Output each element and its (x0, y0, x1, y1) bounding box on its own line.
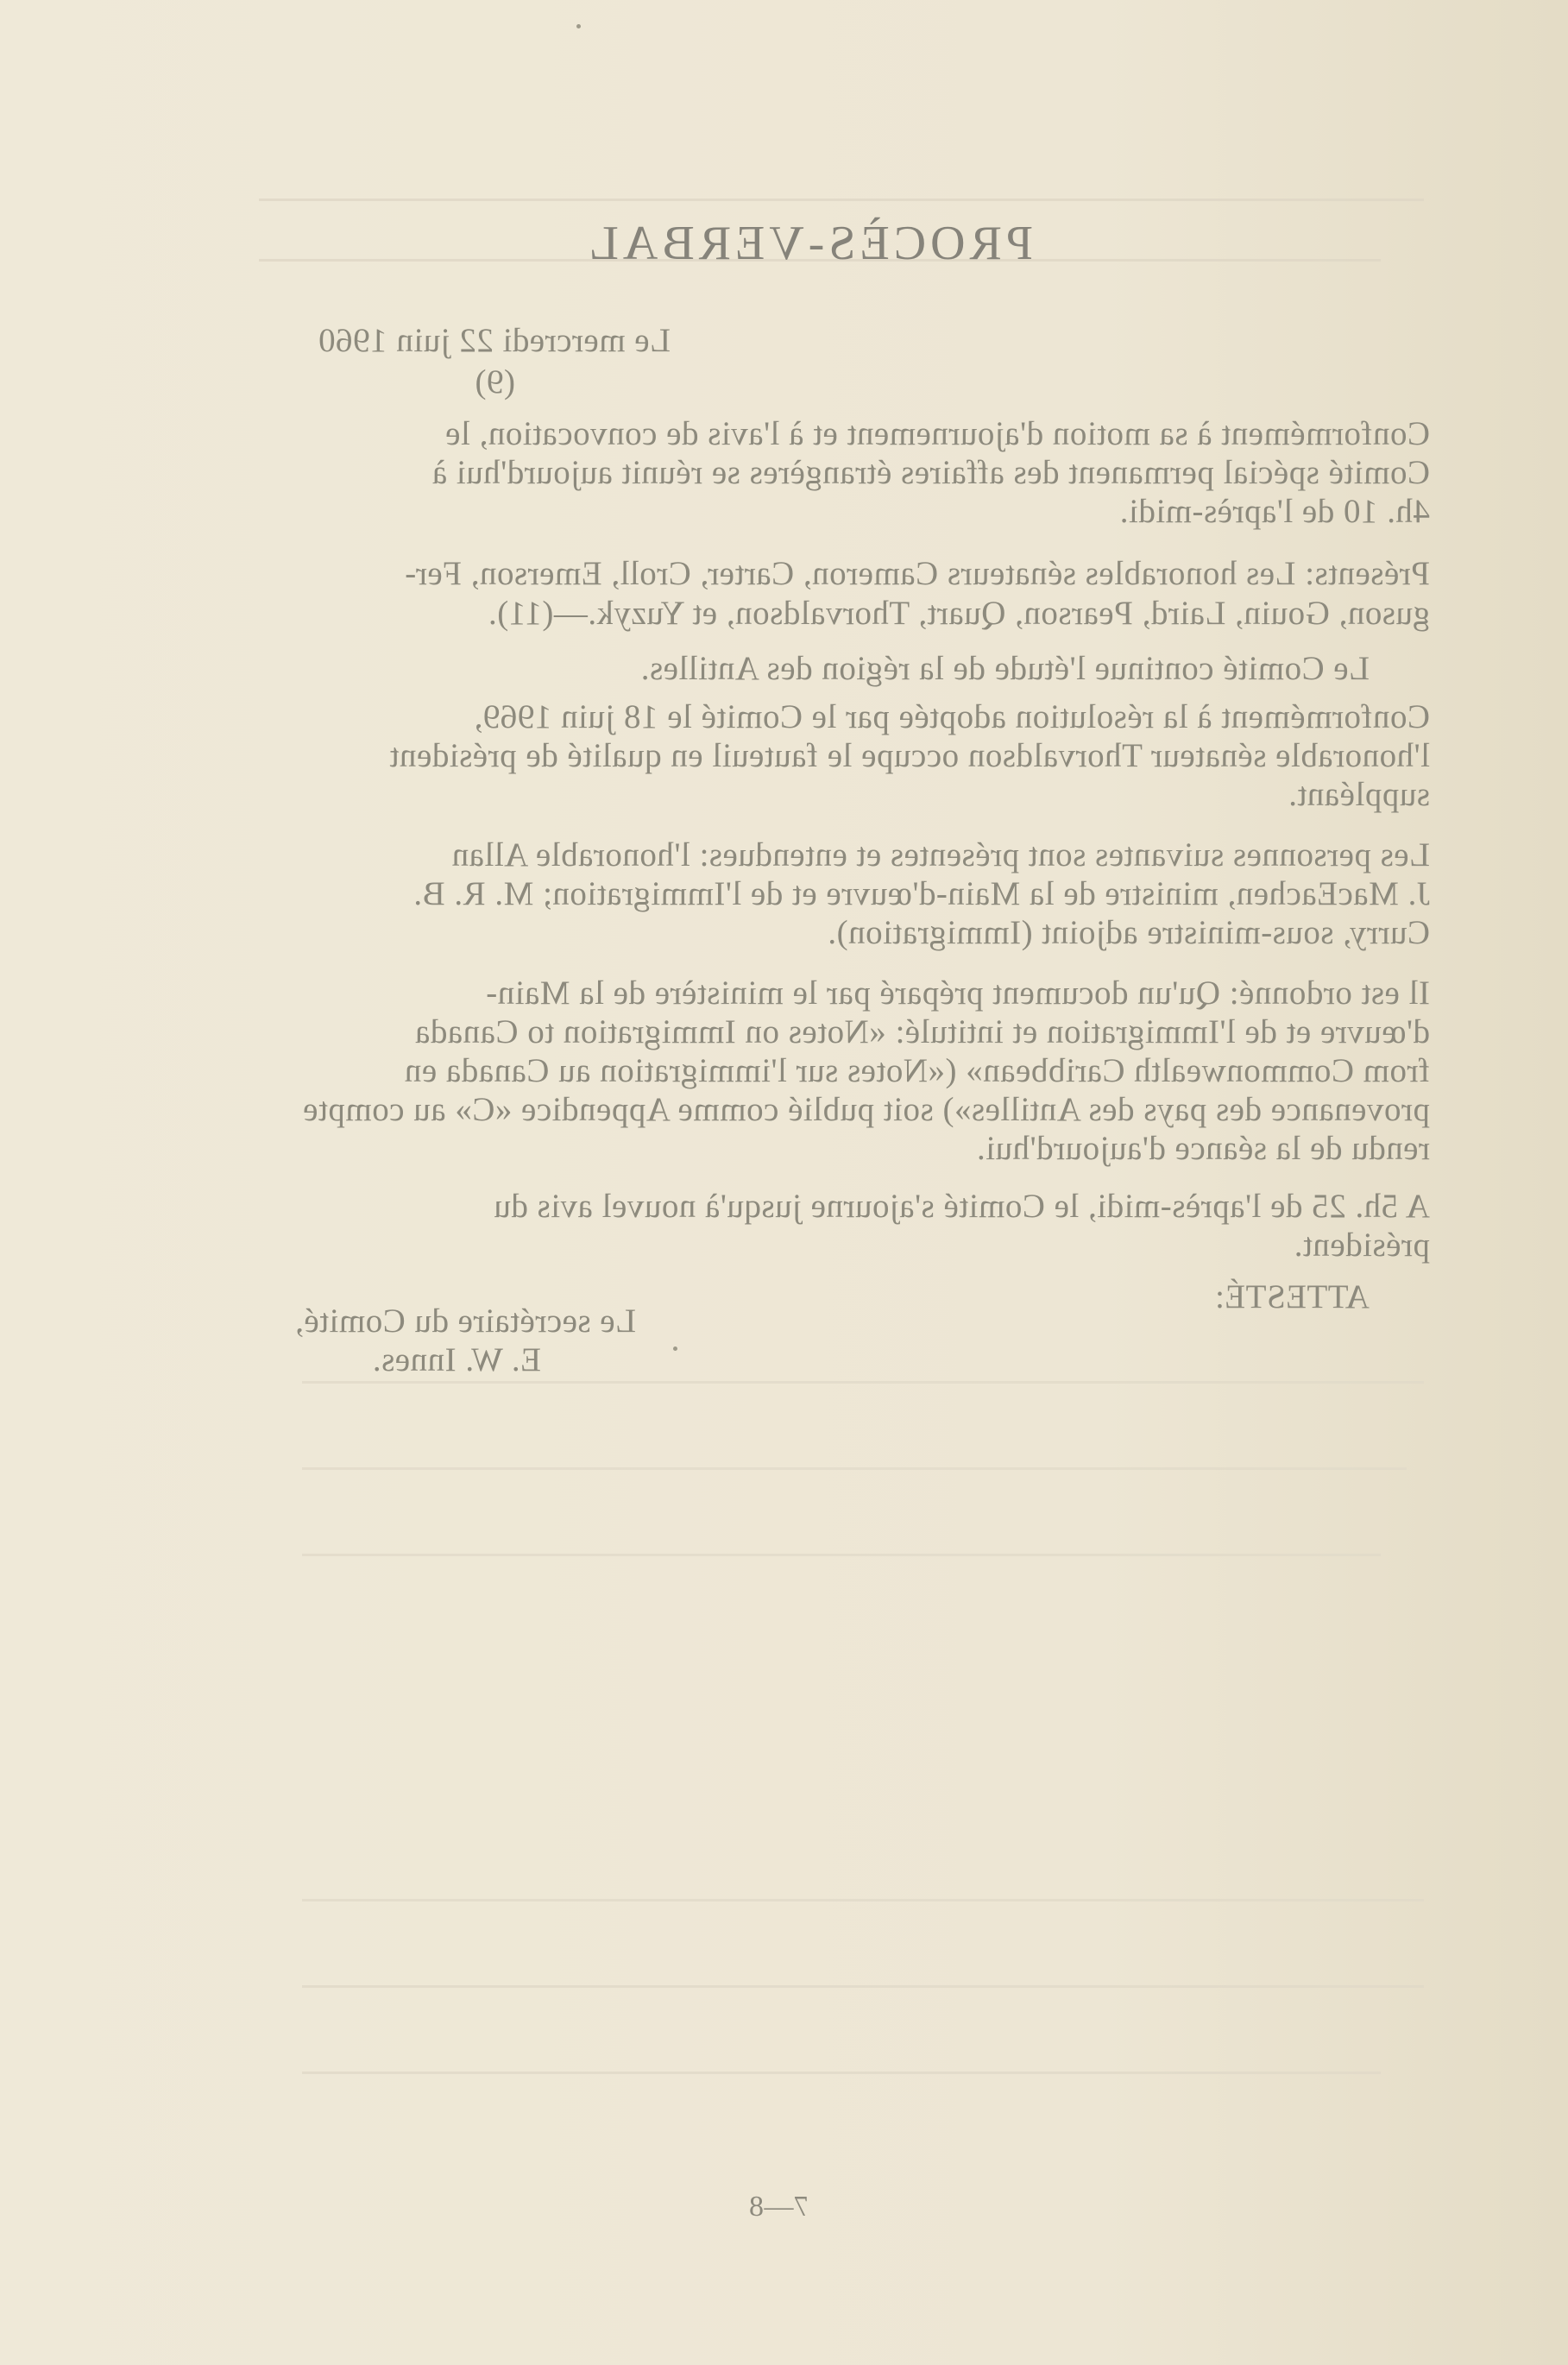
paragraph-line: Il est ordonné: Qu'un document préparé par le ministère de la Main- (485, 974, 1430, 1012)
paragraph-line: from Commonwealth Caribbean» («Notes sur l'immigration au Canada en (404, 1052, 1430, 1089)
paragraph-line: d'œuvre et de l'Immigration et intitulé: «Notes on Immigration to Canada (414, 1013, 1430, 1050)
paragraph-line: Conformément à sa motion d'ajournement et à l'avis de convocation, le (444, 415, 1430, 452)
paragraph-line: l'honorable sénateur Thorvaldson occupe le fauteuil en qualité de président (389, 737, 1430, 774)
document-title: PROCÈS-VERBAL (584, 217, 1033, 270)
paragraph-line: guson, Gouin, Laird, Pearson, Quart, Thorvaldson, et Yuzyk.—(11). (488, 595, 1430, 632)
meeting-number: (9) (475, 363, 515, 400)
page-number: 7—8 (748, 2191, 809, 2223)
paragraph-line: Les personnes suivantes sont présentes et entendues: l'honorable Allan (451, 836, 1430, 873)
paragraph-line: Le Comité continue l'étude de la région des Antilles. (640, 650, 1370, 687)
paragraph-line: président. (1294, 1227, 1430, 1264)
signature-name: E. W. Innes. (372, 1341, 541, 1378)
paragraph-line: Conformément à la résolution adoptée par le Comité le 18 juin 1969, (474, 698, 1430, 735)
paragraph-line: A 5h. 25 de l'après-midi, le Comité s'ajourne jusqu'à nouvel avis du (493, 1188, 1430, 1225)
attestation: ATTESTÉ: (1214, 1278, 1370, 1315)
meeting-date: Le mercredi 22 juin 1960 (318, 322, 671, 359)
paragraph-line: J. MacEachen, ministre de la Main-d'œuvre et de l'Immigration; M. R. B. (412, 875, 1430, 912)
paragraph-line: Comité spécial permanent des affaires étrangères se réunit aujourd'hui à (431, 454, 1430, 491)
paragraph-line: Présents: Les honorables sénateurs Cameron, Carter, Croll, Emerson, Fer- (404, 555, 1430, 592)
paragraph-line: Curry, sous-ministre adjoint (Immigration). (827, 914, 1430, 951)
paragraph-line: provenance des pays des Antilles») soit publié comme Appendice «C» au compte (302, 1091, 1430, 1128)
signature-title: Le secrétaire du Comité, (294, 1302, 636, 1340)
paragraph-line: 4h. 10 de l'après-midi. (1119, 493, 1430, 530)
paragraph-line: rendu de la séance d'aujourd'hui. (976, 1130, 1430, 1167)
paragraph-line: suppléant. (1288, 776, 1430, 813)
